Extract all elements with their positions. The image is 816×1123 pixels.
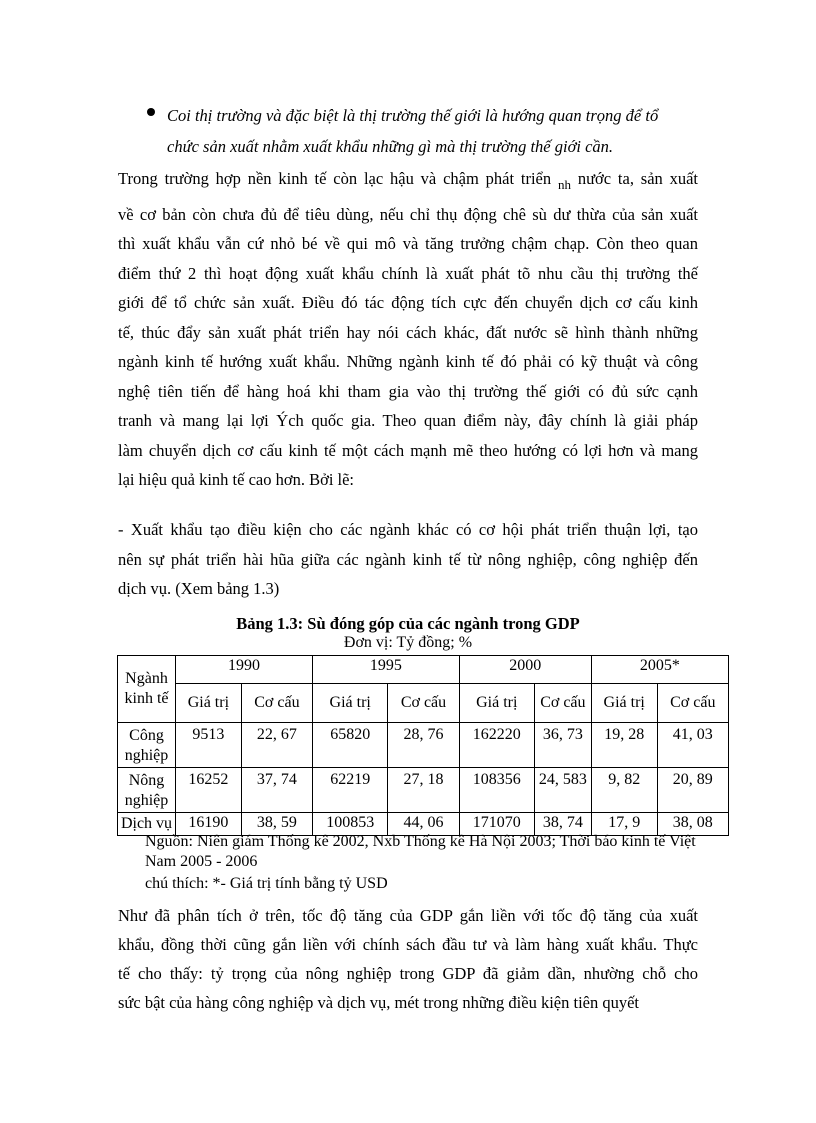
bullet-line: Coi thị trường và đặc biệt là thị trường thế giới là hướng quan trọng để tổ [167, 106, 659, 125]
structure-subheader: Cơ cấu [534, 684, 591, 723]
paragraph-2 [118, 515, 698, 604]
table-cell: 162220 [459, 723, 534, 768]
table-subheader-row [118, 684, 729, 723]
paragraph-line: lại hiệu quả kinh tế cao hơn. Bởi lẽ: [118, 470, 355, 489]
table-header-row [118, 656, 729, 684]
paragraph-line: tế cho thấy: tỷ trọng của nông nghiệp trong GDP đã giảm dần, nhường chỗ cho [118, 964, 698, 983]
bullet-line: chức sản xuất nhằm xuất khẩu những gì mà thị trường thế giới cần. [167, 137, 614, 156]
paragraph-line: thì xuất khẩu vẫn cứ nhỏ bé về qui mô và tăng trưởng chậm chạp. Còn theo quan [118, 234, 698, 253]
table-cell: 9, 82 [591, 768, 657, 813]
table-cell: 24, 583 [534, 768, 591, 813]
year-header: 2000 [459, 656, 591, 684]
paragraph-line: tế, thúc đẩy sản xuất phát triển hay nói cách khác, đất nước sẽ hình thành những [118, 322, 698, 342]
year-header: 2005* [591, 656, 728, 684]
table-note: chú thích: *- Giá trị tính bằng tỷ USD [145, 875, 388, 892]
table-cell: 36, 73 [534, 723, 591, 768]
paragraph-line: ngành kinh tế hướng xuất khẩu. Những ngành kinh tế đó phải có kỹ thuật và công [118, 352, 698, 371]
text-run: nước ta, sản xuất [577, 169, 699, 188]
paragraph-line [118, 164, 698, 200]
paragraph-line: tranh và mang lại lợi Ých quốc gia. Theo quan điểm này, đây chính là giải pháp [118, 411, 698, 430]
table-row [118, 768, 729, 813]
paragraph-line: Như đã phân tích ở trên, tốc độ tăng của GDP gắn liền với tốc độ tăng của xuất [118, 906, 698, 925]
paragraph-line: dịch vụ. (Xem bảng 1.3) [118, 579, 280, 598]
table-row [118, 723, 729, 768]
table-cell: 38, 59 [241, 813, 312, 836]
year-header: 1990 [176, 656, 313, 684]
paragraph-3 [118, 901, 698, 1017]
paragraph-line: - Xuất khẩu tạo điều kiện cho các ngành khác có cơ hội phát triển thuận lợi, tạo [118, 520, 698, 539]
structure-subheader: Cơ cấu [657, 684, 728, 723]
table-source: Nguồn: Niên giám Thống kê 2002, Nxb Thống kê Hà Nội 2003; Thời báo kinh tế Việt Nam 2005 - 2006 [145, 833, 696, 870]
paragraph-line: làm chuyển dịch cơ cấu kinh tế một cách mạnh mẽ theo hướng có lợi hơn và mang [118, 440, 698, 460]
table-title: Bảng 1.3: Sù đóng góp của các ngành trong GDP [236, 614, 580, 633]
structure-subheader: Cơ cấu [388, 684, 459, 723]
value-subheader: Giá trị [459, 684, 534, 723]
paragraph-line: nghệ tiên tiến để hàng hoá khi tham gia vào thị trường thế giới có đủ sức cạnh [118, 381, 698, 401]
sector-cell: Công nghiệp [118, 723, 176, 768]
table-cell: 108356 [459, 768, 534, 813]
value-subheader: Giá trị [591, 684, 657, 723]
table-unit: Đơn vị: Tỷ đồng; % [343, 634, 473, 651]
table-cell: 27, 18 [388, 768, 459, 813]
paragraph-line: khẩu, đồng thời cũng gắn liền với chính sách đầu tư và làm hàng xuất khẩu. Thực [118, 935, 698, 954]
bullet-dot-icon [147, 108, 155, 116]
table-cell: 38, 74 [534, 813, 591, 836]
year-header: 1995 [313, 656, 460, 684]
table-cell: 100853 [313, 813, 388, 836]
paragraph-line: về cơ bản còn chưa đủ để tiêu dùng, nếu chỉ thụ động chê sù dư thừa của sản xuất [118, 204, 698, 224]
subscript-text: nh [557, 177, 571, 192]
table-cell: 37, 74 [241, 768, 312, 813]
sector-cell: Nông nghiệp [118, 768, 176, 813]
value-subheader: Giá trị [313, 684, 388, 723]
bullet-text [167, 100, 707, 162]
table-cell: 171070 [459, 813, 534, 836]
value-subheader: Giá trị [176, 684, 242, 723]
table-cell: 9513 [176, 723, 242, 768]
paragraph-line: nên sự phát triển hài hũa giữa các ngành kinh tế từ nông nghiệp, công nghiệp đến [118, 549, 698, 569]
table-cell: 28, 76 [388, 723, 459, 768]
gdp-table [117, 655, 729, 836]
sector-cell: Dịch vụ [118, 813, 176, 836]
paragraph-line: sức bật của hàng công nghiệp và dịch vụ, mét trong những điều kiện tiên quyết [118, 993, 640, 1012]
table-cell: 19, 28 [591, 723, 657, 768]
table-cell: 17, 9 [591, 813, 657, 836]
sector-header: Ngành kinh tế [118, 656, 176, 723]
paragraph-1 [118, 164, 698, 495]
paragraph-line: điểm thứ 2 thì hoạt động xuất khẩu chính là xuất phát tõ nhu cầu thị trường thế [118, 263, 698, 283]
table-cell: 22, 67 [241, 723, 312, 768]
table-cell: 16190 [176, 813, 242, 836]
table-cell: 41, 03 [657, 723, 728, 768]
structure-subheader: Cơ cấu [241, 684, 312, 723]
table-cell: 65820 [313, 723, 388, 768]
text-run: Trong trường hợp nền kinh tế còn lạc hậu và chậm phát triển [118, 169, 552, 188]
table-cell: 38, 08 [657, 813, 728, 836]
table-cell: 62219 [313, 768, 388, 813]
table-cell: 44, 06 [388, 813, 459, 836]
table-cell: 20, 89 [657, 768, 728, 813]
paragraph-line: giới để tổ chức sản xuất. Điều đó tác động tích cực đến chuyển dịch cơ cấu kinh [118, 293, 698, 312]
table-cell: 16252 [176, 768, 242, 813]
